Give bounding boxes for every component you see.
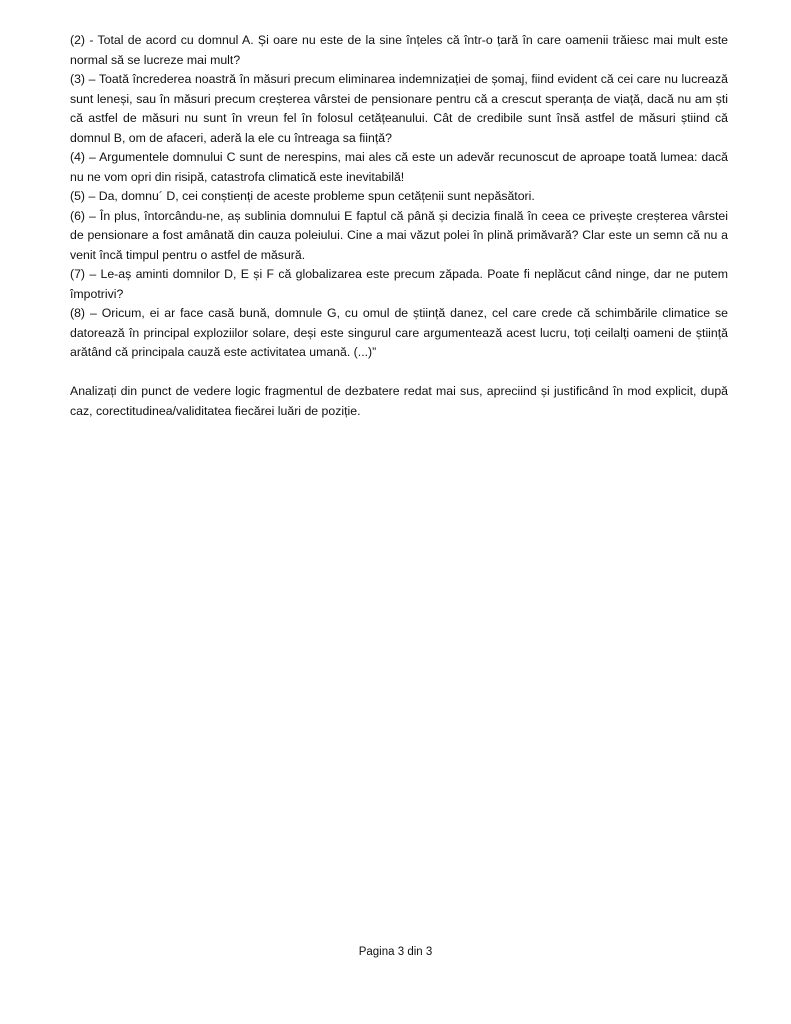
paragraph-4: (4) – Argumentele domnului C sunt de nerespins, mai ales că este un adevăr recunoscut de aproape toată lumea: dacă nu ne vom opri din risipă, catastrofa climatică este inevitabilă! [70, 150, 728, 184]
paragraph-8: (8) – Oricum, ei ar face casă bună, domnule G, cu omul de știință danez, cel care crede că schimbările climatice se datorează în principal exploziilor solare, deși este singurul care argumentează acest lucru, toți ceilalți oameni de știință arătând că principala cauză este activitatea umană. (...)” [70, 306, 728, 359]
paragraph-3: (3) – Toată încrederea noastră în măsuri precum eliminarea indemnizației de șomaj, fiind evident că cei care nu lucrează sunt leneși, sau în măsuri precum creșterea vârstei de pensionare pentru că a crescut speranța de viață, dacă nu am ști că astfel de măsuri nu sunt în vreun fel în folosul cetățeanului. Cât de credibile sunt însă astfel de măsuri știind că domnul B, om de afaceri, aderă la ele cu întreaga sa ființă? [70, 72, 728, 145]
paragraph-2: (2) - Total de acord cu domnul A. Și oare nu este de la sine înțeles că într-o țară în care oamenii trăiesc mai mult este normal să se lucreze mai mult? [70, 33, 728, 67]
paragraph-7: (7) – Le-aș aminti domnilor D, E și F că globalizarea este precum zăpada. Poate fi neplăcut când ninge, dar ne putem împotrivi? [70, 267, 728, 301]
task-instruction: Analizați din punct de vedere logic fragmentul de dezbatere redat mai sus, apreciind și justificând în mod explicit, după caz, corectitudinea/validitatea fiecărei luări de poziție. [70, 384, 728, 418]
page-number-footer: Pagina 3 din 3 [358, 946, 433, 958]
paragraph-6: (6) – În plus, întorcându-ne, aș sublinia domnului E faptul că până și decizia finală în ceea ce privește creșterea vârstei de pensionare a fost amânată din cauza poleiului. Cine a mai văzut polei în plină primăvară? Clar este un semn că nu a venit încă timpul pentru o astfel de măsură. [70, 208, 728, 262]
paragraph-5: (5) – Da, domnu´ D, cei conștienți de aceste probleme spun cetățenii sunt nepăsători. [70, 189, 535, 203]
document-body [70, 31, 728, 421]
